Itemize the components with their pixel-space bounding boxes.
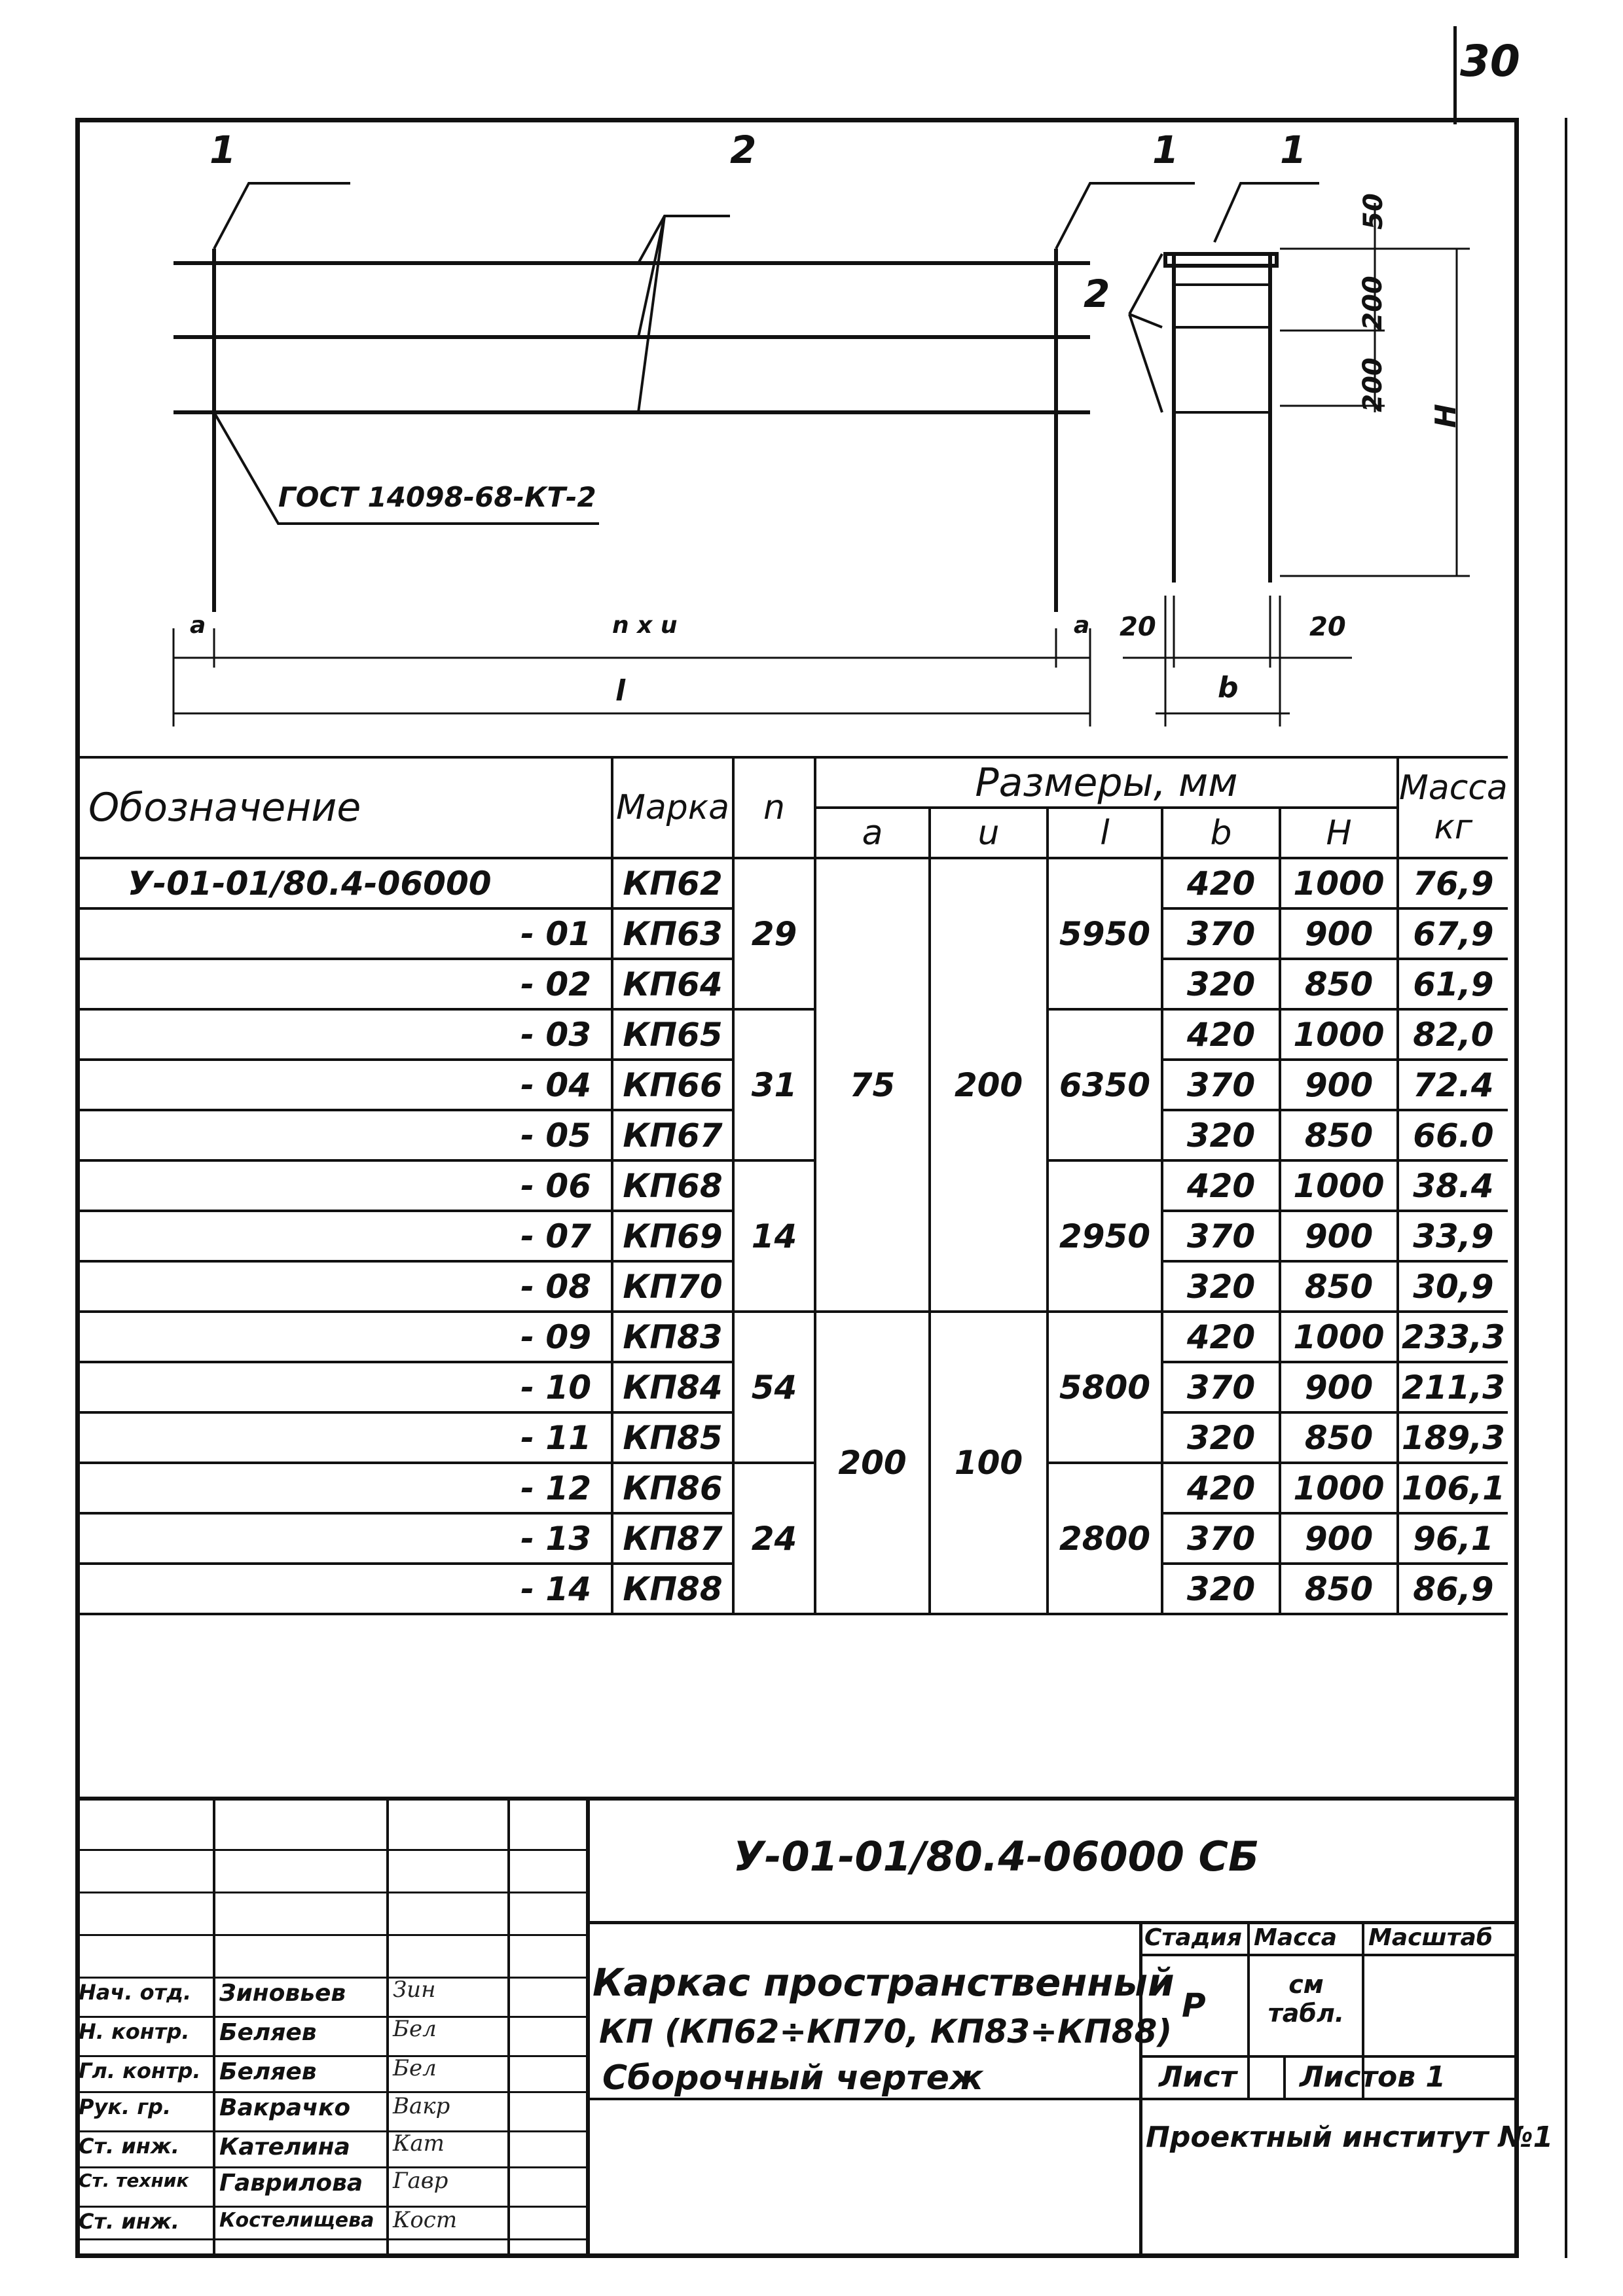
sig-row [75, 2055, 586, 2057]
group-l: 6350 [1048, 1009, 1162, 1160]
table-row: - 13 КП87 370 900 96,1 [75, 1513, 1508, 1564]
sig-name: Беляев [219, 2019, 317, 2046]
assembly-drawing [75, 118, 1519, 756]
dim-200-mid: 200 [1357, 357, 1388, 412]
signature: Бел [393, 2055, 437, 2081]
signature: Бел [393, 2016, 437, 2042]
sig-name: Вакрачко [219, 2094, 351, 2121]
sig-row [75, 2091, 586, 2093]
header-n: n [733, 757, 815, 858]
table-row: - 01 КП63 370 900 67,9 [75, 908, 1508, 959]
group-n: 14 [733, 1160, 815, 1312]
signature: Гавр [393, 2168, 448, 2194]
sig-role: Н. контр. [79, 2019, 190, 2044]
dim-20-right: 20 [1309, 612, 1346, 642]
tb-sheet-row [1139, 2055, 1519, 2058]
sig-name: Гаврилова [219, 2170, 363, 2197]
table-row: - 09 КП83 54 200 100 5800 420 1000 233,3 [75, 1312, 1508, 1362]
header-b: b [1162, 808, 1280, 858]
sig-col-3 [507, 1797, 510, 2258]
table-row: У-01-01/80.4-06000 КП62 29 75 200 5950 420 1000 76,9 [75, 858, 1508, 908]
sig-row [75, 1849, 586, 1851]
table-row: - 10 КП84 370 900 211,3 [75, 1362, 1508, 1412]
signature: Зин [393, 1977, 436, 2003]
callout-1-right: 1 [1152, 128, 1179, 172]
callout-1-side: 1 [1280, 128, 1307, 172]
group-u: 200 [930, 858, 1048, 1312]
sig-row [75, 1892, 586, 1893]
group-n: 24 [733, 1463, 815, 1614]
group-n: 54 [733, 1312, 815, 1463]
drawing-title-line3: Сборочный чертеж [602, 2058, 983, 2098]
sig-role: Ст. инж. [79, 2134, 179, 2159]
header-a: a [815, 808, 930, 858]
stage-label: Стадия [1144, 1924, 1242, 1951]
group-l: 5800 [1048, 1312, 1162, 1463]
mass-label: Масса [1254, 1924, 1338, 1951]
callout-2-top: 2 [730, 128, 757, 172]
table-row: - 08 КП70 320 850 30,9 [75, 1261, 1508, 1312]
dim-20-left: 20 [1120, 612, 1156, 642]
table-row: - 14 КП88 320 850 86,9 [75, 1564, 1508, 1614]
sig-col-1 [213, 1797, 215, 2258]
sig-name: Беляев [219, 2058, 317, 2085]
sheets-label: Листов 1 [1300, 2060, 1446, 2094]
table-row: - 12 КП86 24 2800 420 1000 106,1 [75, 1463, 1508, 1513]
sig-col-4 [586, 1797, 590, 2258]
title-block-top [75, 1797, 1519, 1801]
header-mass: Масса кг [1398, 757, 1508, 858]
sig-row [75, 2238, 586, 2240]
dim-50: 50 [1358, 193, 1389, 230]
signature: Кат [393, 2130, 445, 2157]
group-a: 200 [815, 1312, 930, 1614]
signature: Кост [393, 2207, 458, 2233]
dim-n-x-u: n x u [612, 612, 678, 639]
group-l: 5950 [1048, 858, 1162, 1009]
page-number-divider [1453, 26, 1457, 124]
table-row: - 11 КП85 320 850 189,3 [75, 1412, 1508, 1463]
signature: Вакр [393, 2093, 450, 2119]
sig-row [75, 2130, 586, 2132]
sig-row [75, 1934, 586, 1936]
table-row: - 05 КП67 320 850 66.0 [75, 1110, 1508, 1160]
sig-role: Ст. техник [79, 2170, 189, 2191]
tb-sheet-col [1283, 2055, 1286, 2098]
dim-h: H [1429, 404, 1463, 428]
sheet-label: Лист [1159, 2060, 1237, 2094]
tb-mass-col [1247, 1921, 1250, 2098]
tb-title-bottom [586, 2098, 1139, 2100]
stage-value: Р [1182, 1986, 1206, 2024]
dim-a-left: a [190, 612, 206, 639]
sig-role: Рук. гр. [79, 2094, 172, 2119]
group-l: 2800 [1048, 1463, 1162, 1614]
sig-row [75, 2016, 586, 2018]
group-n: 31 [733, 1009, 815, 1160]
dim-200-top: 200 [1357, 276, 1388, 331]
sig-name: Зиновьев [219, 1980, 346, 2007]
table-row: - 03 КП65 31 6350 420 1000 82,0 [75, 1009, 1508, 1060]
header-mark: Марка [612, 757, 733, 858]
group-n: 29 [733, 858, 815, 1009]
gost-note: ГОСТ 14098-68-КТ-2 [278, 481, 596, 513]
header-u: u [930, 808, 1048, 858]
header-designation: Обозначение [75, 757, 612, 858]
sig-role: Гл. контр. [79, 2058, 201, 2083]
right-margin-line [1565, 118, 1567, 2258]
dim-a-right: a [1074, 612, 1090, 639]
sig-role: Ст. инж. [79, 2209, 179, 2234]
table-row: - 07 КП69 370 900 33,9 [75, 1211, 1508, 1261]
group-l: 2950 [1048, 1160, 1162, 1312]
sig-col-2 [386, 1797, 389, 2258]
group-u: 100 [930, 1312, 1048, 1614]
sig-role: Нач. отд. [79, 1980, 192, 2005]
table-row: - 02 КП64 320 850 61,9 [75, 959, 1508, 1009]
header-sizes: Размеры, мм [815, 757, 1398, 808]
tb-header-row [1139, 1954, 1519, 1956]
doc-code: У-01-01/80.4-06000 СБ [733, 1833, 1260, 1880]
sig-name: Костелищева [219, 2209, 374, 2232]
drawing-title-line2: КП (КП62÷КП70, КП83÷КП88) [599, 2013, 1173, 2051]
spec-table [75, 756, 1508, 1615]
group-a: 75 [815, 858, 930, 1312]
callout-1-left: 1 [210, 128, 236, 172]
sig-row [75, 2166, 586, 2168]
organization: Проектный институт №1 [1146, 2121, 1554, 2154]
page-number: 30 [1460, 36, 1520, 86]
drawing-title-line1: Каркас пространственный [593, 1960, 1175, 2005]
table-row: - 04 КП66 370 900 72.4 [75, 1060, 1508, 1110]
table-row: - 06 КП68 14 2950 420 1000 38.4 [75, 1160, 1508, 1211]
sig-row [75, 2206, 586, 2208]
dim-b: b [1218, 671, 1239, 704]
callout-2-side: 2 [1084, 272, 1110, 316]
tb-sheets-row [1139, 2098, 1519, 2100]
header-l: l [1048, 808, 1162, 858]
dim-l: l [615, 674, 626, 708]
sig-name: Кателина [219, 2134, 350, 2161]
mass-value: см табл. [1267, 1970, 1345, 2028]
header-h: H [1280, 808, 1398, 858]
sig-row [75, 1977, 586, 1979]
scale-label: Масштаб [1368, 1924, 1493, 1951]
